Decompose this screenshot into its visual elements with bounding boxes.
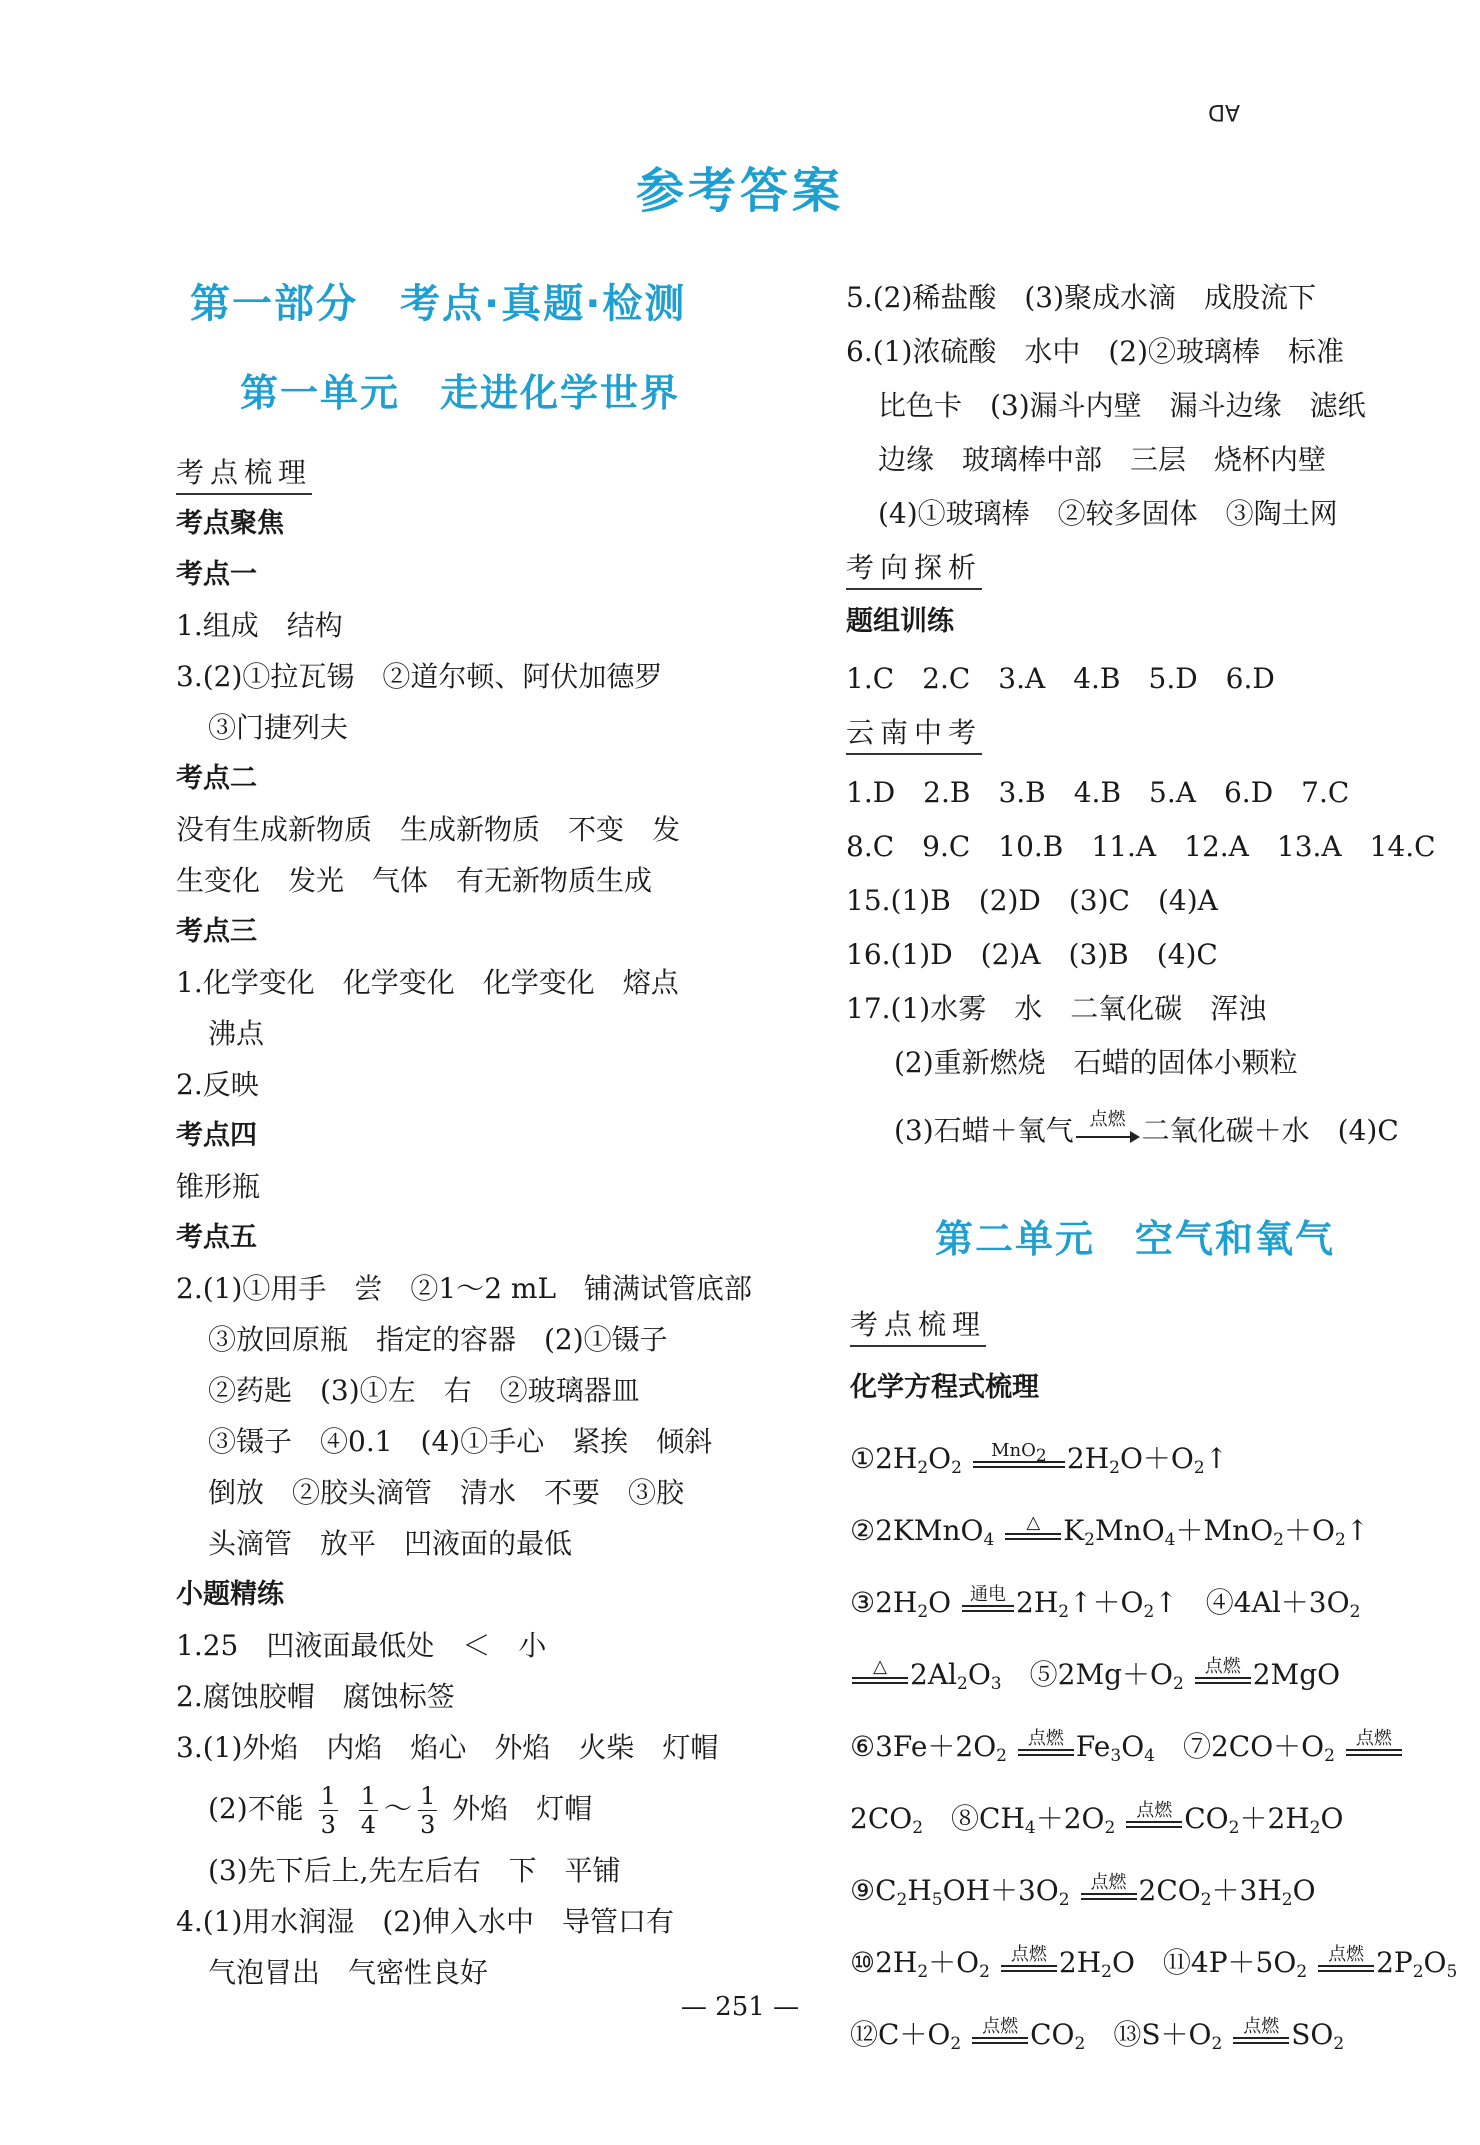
catalyst-condition: MnO$_2$ <box>973 1441 1065 1468</box>
unit2-title: 第二单元 空气和氧气 <box>935 1217 1336 1261</box>
subheading: 考点一 <box>176 559 257 590</box>
equation-column <box>850 1298 1460 2066</box>
equation-3-4: $③2H_2O$ 通电 $2H_2↑+O_2↑$ $④4Al+3O_2$ <box>850 1584 1361 1622</box>
heat-condition: △ <box>852 1657 908 1684</box>
subheading: 考点四 <box>176 1120 257 1151</box>
answer-line: 1.C 2.C 3.A 4.B 5.D 6.D <box>846 662 1275 695</box>
answer-line: 1.D 2.B 3.B 4.B 5.A 6.D 7.C <box>846 776 1350 809</box>
answer-line: ③放回原瓶 指定的容器 (2)①镊子 <box>208 1323 668 1356</box>
subheading: 考点五 <box>176 1222 257 1253</box>
word-equation: (3)石蜡＋氧气 点燃 二氧化碳＋水 (4)C <box>894 1108 1399 1147</box>
subheading: 考点聚焦 <box>176 508 284 539</box>
answer-line: 6.(1)浓硫酸 水中 (2)②玻璃棒 标准 <box>846 335 1345 368</box>
ignite-condition: 点燃 <box>1018 1729 1074 1756</box>
ignite-condition: 点燃 <box>1346 1729 1402 1756</box>
answer-line: 边缘 玻璃棒中部 三层 烧杯内壁 <box>878 443 1327 476</box>
part-title: 第一部分 考点·真题·检测 <box>190 281 687 327</box>
subheading: 题组训练 <box>846 606 954 637</box>
left-column <box>176 447 796 1998</box>
corner-mark: AD <box>1208 99 1240 124</box>
answer-line: 1.化学变化 化学变化 化学变化 熔点 <box>176 966 679 999</box>
answer-line: 3.(1)外焰 内焰 焰心 外焰 火柴 灯帽 <box>176 1731 719 1764</box>
unit1-title: 第一单元 走进化学世界 <box>240 371 681 415</box>
ignite-condition: 点燃 <box>1081 1873 1137 1900</box>
electric-condition: 通电 <box>962 1585 1014 1612</box>
answer-line: 气泡冒出 气密性良好 <box>208 1956 489 1989</box>
answer-line: (4)①玻璃棒 ②较多固体 ③陶土网 <box>878 497 1338 530</box>
fraction: $\frac{1}{4}$ <box>360 1782 377 1839</box>
ignite-condition: 点燃 <box>1318 1945 1374 1972</box>
subheading: 考点二 <box>176 763 257 794</box>
answer-line: 沸点 <box>208 1017 265 1050</box>
answer-line-fractions: (2)不能 $\frac{1}{3}$ $\frac{1}{4}$ ～ $\frac{1}{3}$ 外焰 灯帽 <box>208 1782 593 1839</box>
answer-line: 16.(1)D (2)A (3)B (4)C <box>846 938 1218 971</box>
section-heading: 云南中考 <box>846 713 982 755</box>
answer-line: 没有生成新物质 生成新物质 不变 发 <box>176 813 681 846</box>
equation-12-13: $⑫C+O_2$ 点燃 $CO_2$ $⑬S+O_2$ 点燃 $SO_2$ <box>850 2016 1345 2054</box>
section-heading: 考向探析 <box>846 548 982 590</box>
reaction-arrow: 点燃 <box>1076 1110 1140 1144</box>
equation-9: $⑨C_2H_5OH+3O_2$ 点燃 $2CO_2+3H_2O$ <box>850 1872 1316 1910</box>
answer-line: ③镊子 ④0.1 (4)①手心 紧挨 倾斜 <box>208 1425 713 1458</box>
ignite-condition: 点燃 <box>1126 1801 1182 1828</box>
ignite-condition: 点燃 <box>1233 2017 1289 2044</box>
answer-line: ②药匙 (3)①左 右 ②玻璃器皿 <box>208 1374 640 1407</box>
answer-line: 8.C 9.C 10.B 11.A 12.A 13.A 14.C <box>846 830 1436 863</box>
answer-line: (3)先下后上,先左后右 下 平铺 <box>208 1854 621 1887</box>
ignite-condition: 点燃 <box>1195 1657 1251 1684</box>
equation-10-11: $⑩2H_2+O_2$ 点燃 $2H_2O$ $⑪4P+5O_2$ 点燃 $2P_2O_5$ <box>850 1944 1458 1982</box>
subheading: 化学方程式梳理 <box>850 1372 1039 1403</box>
equation-2: ②2KMnO$_4$ △ $K_2MnO_4+MnO_2+O_2↑$ <box>850 1512 1370 1550</box>
equation-6-7: $⑥3Fe+2O_2$ 点燃 $Fe_3O_4$ $⑦2CO+O_2$ 点燃 <box>850 1706 1460 1778</box>
answer-line: (2)重新燃烧 石蜡的固体小颗粒 <box>894 1046 1298 1079</box>
page-title: 参考答案 <box>635 163 844 219</box>
answer-line: 1.25 凹液面最低处 ＜ 小 <box>176 1629 547 1662</box>
answer-line: 2.反映 <box>176 1068 259 1101</box>
answer-line: ③门捷列夫 <box>208 711 349 744</box>
equation-4-5: △ $2Al_2O_3$ $⑤2Mg+O_2$ 点燃 2MgO <box>850 1634 1460 1706</box>
answer-line: 1.组成 结构 <box>176 609 343 642</box>
answer-line: 头滴管 放平 凹液面的最低 <box>208 1527 573 1560</box>
ignite-condition: 点燃 <box>1001 1945 1057 1972</box>
equation-7-8: $2CO_2$ $⑧CH_4+2O_2$ 点燃 $CO_2+2H_2O$ <box>850 1800 1344 1838</box>
section-heading: 考点梳理 <box>850 1305 986 1347</box>
answer-line: 2.(1)①用手 尝 ②1～2 mL 铺满试管底部 <box>176 1272 753 1305</box>
answer-line: 2.腐蚀胶帽 腐蚀标签 <box>176 1680 455 1713</box>
answer-line: 15.(1)B (2)D (3)C (4)A <box>846 884 1218 917</box>
answer-line: 比色卡 (3)漏斗内壁 漏斗边缘 滤纸 <box>878 389 1366 422</box>
subheading: 考点三 <box>176 916 257 947</box>
ignite-condition: 点燃 <box>972 2017 1028 2044</box>
equation-1: $①2H_2O_2$ MnO$_2$ $2H_2O+O_2↑$ <box>850 1440 1229 1478</box>
answer-line: 倒放 ②胶头滴管 清水 不要 ③胶 <box>208 1476 685 1509</box>
fraction: $\frac{1}{3}$ <box>320 1782 336 1839</box>
page-number: — 251 — <box>680 1992 800 2022</box>
answer-line: 3.(2)①拉瓦锡 ②道尔顿、阿伏加德罗 <box>176 660 663 693</box>
right-column <box>846 272 1456 1161</box>
answer-line: 5.(2)稀盐酸 (3)聚成水滴 成股流下 <box>846 281 1317 314</box>
heat-condition: △ <box>1005 1513 1061 1540</box>
answer-line: 生变化 发光 气体 有无新物质生成 <box>176 864 653 897</box>
fraction: $\frac{1}{3}$ <box>420 1782 436 1839</box>
section-heading: 考点梳理 <box>176 453 312 495</box>
subheading: 小题精练 <box>176 1579 284 1610</box>
answer-line: 4.(1)用水润湿 (2)伸入水中 导管口有 <box>176 1905 675 1938</box>
answer-line: 锥形瓶 <box>176 1170 261 1203</box>
answer-line: 17.(1)水雾 水 二氧化碳 浑浊 <box>846 992 1267 1025</box>
